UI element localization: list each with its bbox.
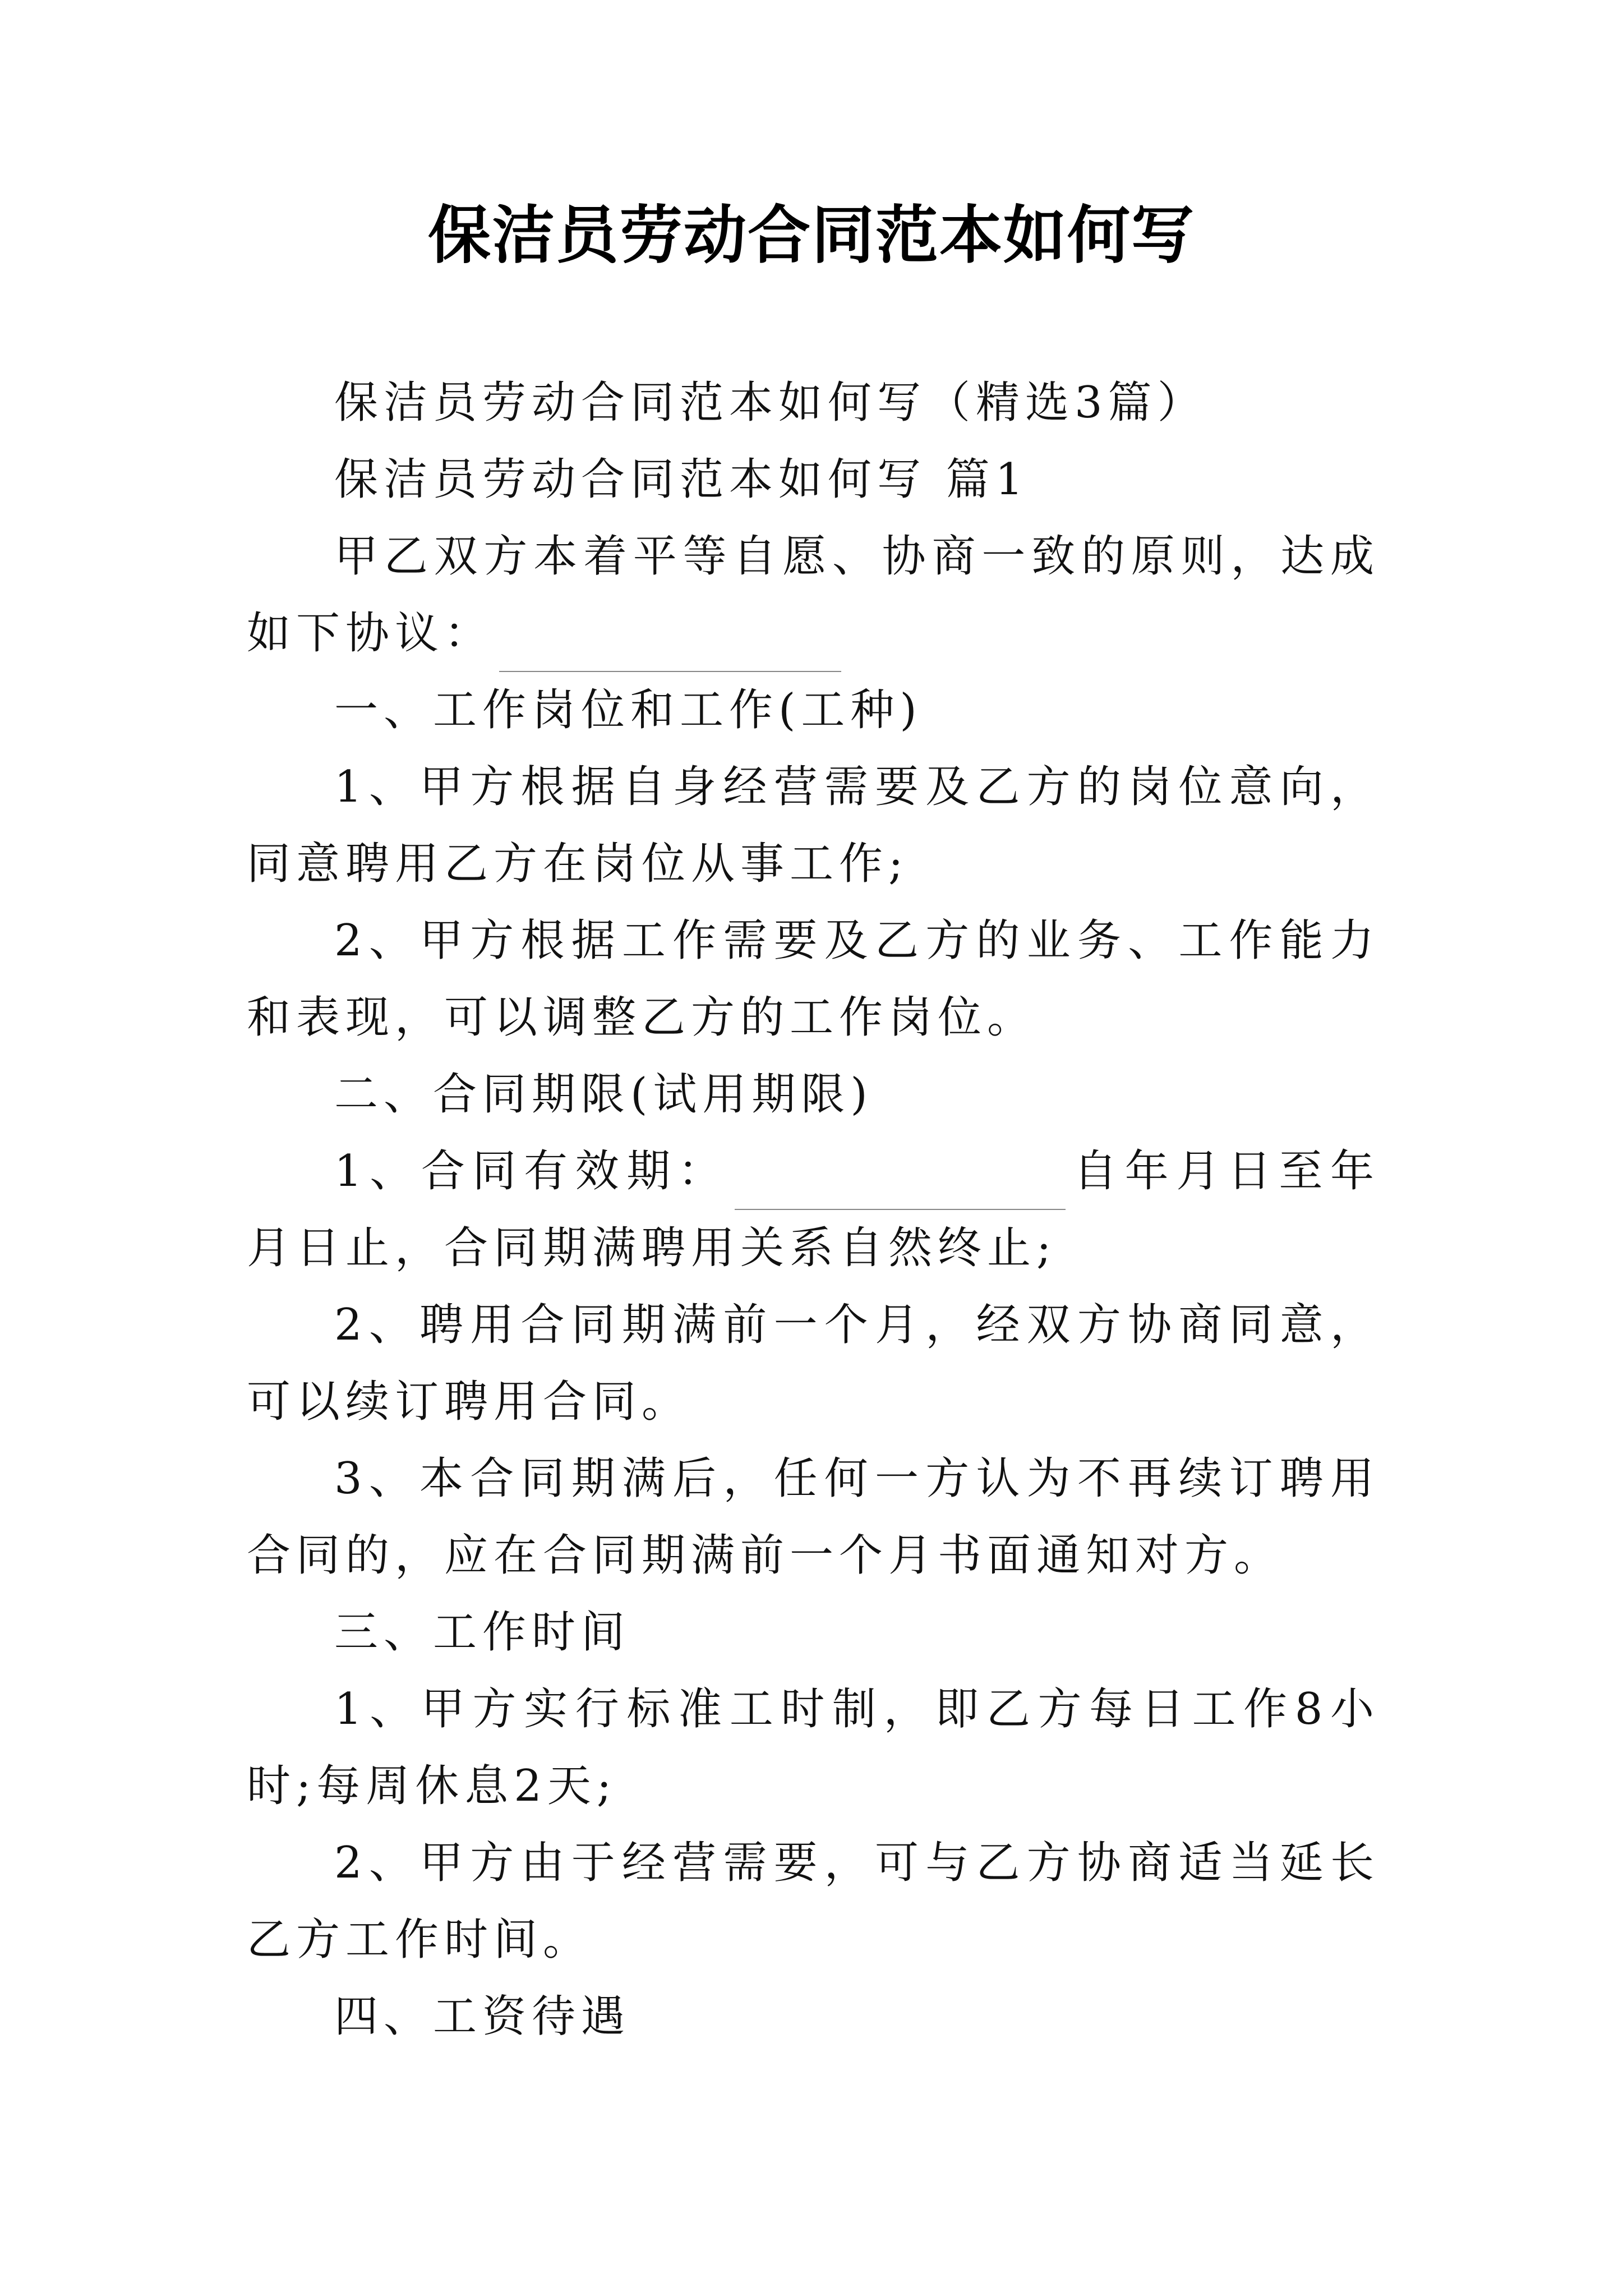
section2-item1-suffix: 自年月日至年月日止，合同期满聘用关系自然终止; xyxy=(247,1146,1380,1273)
section3-item1: 1、甲方实行标准工时制，即乙方每日工作8小时;每周休息2天; xyxy=(247,1684,1380,1811)
section2-item1 xyxy=(247,1133,1380,1287)
agreement-blank-line xyxy=(499,632,841,672)
term-blank-line xyxy=(735,1170,1066,1210)
section1-heading: 一、工作岗位和工作(工种) xyxy=(334,685,923,735)
section2-item1-prefix: 1、合同有效期： xyxy=(334,1146,730,1197)
section3-item2: 2、甲方由于经营需要，可与乙方协商适当延长乙方工作时间。 xyxy=(247,1838,1380,1965)
section4-heading: 四、工资待遇 xyxy=(334,1991,631,2042)
section2-item3: 3、本合同期满后，任何一方认为不再续订聘用合同的，应在合同期满前一个月书面通知对方。 xyxy=(247,1453,1380,1581)
section2-heading: 二、合同期限(试用期限) xyxy=(334,1069,873,1120)
part-heading: 保洁员劳动合同范本如何写 篇1 xyxy=(334,454,1029,505)
document-title: 保洁员劳动合同范本如何写 xyxy=(428,199,1195,272)
document-body xyxy=(247,365,1380,2055)
section1-item2: 2、甲方根据工作需要及乙方的业务、工作能力和表现，可以调整乙方的工作岗位。 xyxy=(247,915,1380,1043)
intro-text: 甲乙双方本着平等自愿、协商一致的原则，达成如下协议： xyxy=(247,531,1380,659)
section1-item1: 1、甲方根据自身经营需要及乙方的岗位意向，同意聘用乙方在岗位从事工作; xyxy=(247,762,1380,889)
document-subtitle: 保洁员劳动合同范本如何写（精选3篇） xyxy=(334,378,1207,428)
intro-paragraph xyxy=(247,518,1380,672)
section3-heading: 三、工作时间 xyxy=(334,1607,631,1658)
section2-item2: 2、聘用合同期满前一个月，经双方协商同意，可以续订聘用合同。 xyxy=(247,1300,1380,1427)
